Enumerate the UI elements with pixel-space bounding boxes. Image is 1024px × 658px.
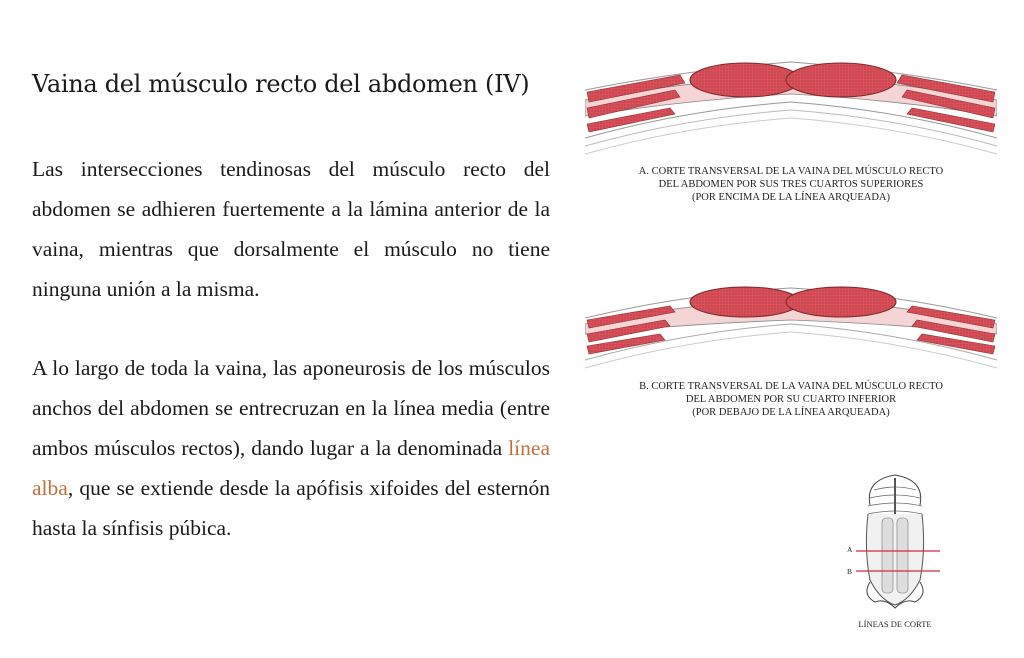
caption-line: DEL ABDOMEN POR SUS TRES CUARTOS SUPERIORES [658, 179, 924, 190]
caption-line: (POR ENCIMA DE LA LÍNEA ARQUEADA) [691, 192, 891, 203]
linea-alba-highlight: línea alba [32, 436, 550, 500]
caption-line: B. CORTE TRANSVERSAL DE LA VAINA DEL MÚSCULO RECTO [639, 381, 943, 392]
figure-section-a [585, 50, 997, 160]
paragraph-text-after: , que se extiende desde la apófisis xifoides del esternón hasta la sínfisis púbica. [32, 476, 550, 540]
caption-line: DEL ABDOMEN POR SU CUARTO INFERIOR [685, 394, 897, 405]
caption-line: A. CORTE TRANSVERSAL DE LA VAINA DEL MÚSCULO RECTO [638, 166, 944, 177]
cut-line-a-label: A [847, 545, 853, 554]
figure-a-caption [585, 165, 997, 204]
paragraph-text-before: A lo largo de toda la vaina, las aponeurosis de los músculos anchos del abdomen se entrecruzan en la línea media (entre ambos músculos rectos), dando lugar a la denominada [32, 356, 550, 460]
figure-section-b [585, 284, 997, 374]
paragraph-linea-alba [32, 348, 550, 548]
figure-c-caption: LÍNEAS DE CORTE [858, 619, 932, 629]
torso-cut-lines-figure [840, 470, 950, 615]
cut-line-b-label: B [847, 567, 853, 576]
paragraph-intersections: Las intersecciones tendinosas del músculo recto del abdomen se adhieren fuertemente a la lámina anterior de la vaina, mientras que dorsalmente el músculo no tiene ninguna unión a la misma. [32, 157, 550, 301]
figure-b-caption [585, 380, 997, 419]
page-title: Vaina del músculo recto del abdomen (IV) [32, 70, 530, 98]
caption-line: (POR DEBAJO DE LA LÍNEA ARQUEADA) [692, 407, 890, 418]
